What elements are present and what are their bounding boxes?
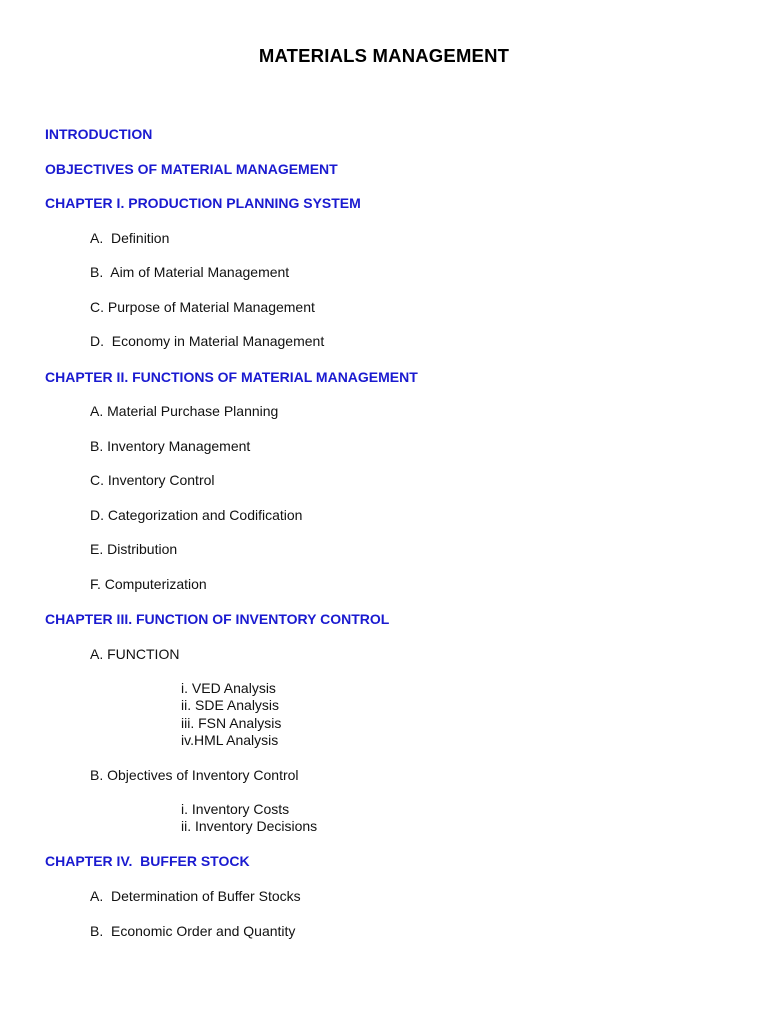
chapter-4-item-b: B. Economic Order and Quantity bbox=[90, 923, 296, 939]
chapter-2-item-d: D. Categorization and Codification bbox=[90, 507, 303, 523]
chapter-3-item-a: A. FUNCTION bbox=[90, 646, 180, 662]
chapter-2-item-e: E. Distribution bbox=[90, 541, 178, 557]
chapter-4-heading: CHAPTER IV. BUFFER STOCK bbox=[45, 853, 250, 869]
chapter-1-heading: CHAPTER I. PRODUCTION PLANNING SYSTEM bbox=[45, 195, 361, 211]
toc-objectives: OBJECTIVES OF MATERIAL MANAGEMENT bbox=[45, 161, 338, 177]
chapter-3-b-sub-ii: ii. Inventory Decisions bbox=[181, 818, 318, 834]
document-title: MATERIALS MANAGEMENT bbox=[258, 45, 510, 66]
chapter-3-a-sub-iii: iii. FSN Analysis bbox=[181, 715, 282, 731]
chapter-3-item-b: B. Objectives of Inventory Control bbox=[90, 767, 299, 783]
chapter-3-a-sub-iv: iv.HML Analysis bbox=[181, 732, 279, 748]
chapter-1-item-b: B. Aim of Material Management bbox=[90, 264, 290, 280]
chapter-2-item-f: F. Computerization bbox=[90, 576, 207, 592]
chapter-1-item-d: D. Economy in Material Management bbox=[90, 333, 325, 349]
chapter-3-b-sub-i: i. Inventory Costs bbox=[181, 801, 290, 817]
chapter-3-a-sub-ii: ii. SDE Analysis bbox=[181, 697, 280, 713]
chapter-2-item-b: B. Inventory Management bbox=[90, 438, 251, 454]
chapter-4-item-a: A. Determination of Buffer Stocks bbox=[90, 888, 301, 904]
chapter-3-heading: CHAPTER III. FUNCTION OF INVENTORY CONTROL bbox=[45, 611, 390, 627]
chapter-2-item-c: C. Inventory Control bbox=[90, 472, 215, 488]
toc-introduction: INTRODUCTION bbox=[45, 126, 153, 142]
chapter-1-item-c: C. Purpose of Material Management bbox=[90, 299, 315, 315]
chapter-2-item-a: A. Material Purchase Planning bbox=[90, 403, 279, 419]
chapter-2-heading: CHAPTER II. FUNCTIONS OF MATERIAL MANAGEMENT bbox=[45, 369, 418, 385]
chapter-3-a-sub-i: i. VED Analysis bbox=[181, 680, 276, 696]
chapter-1-item-a: A. Definition bbox=[90, 230, 170, 246]
